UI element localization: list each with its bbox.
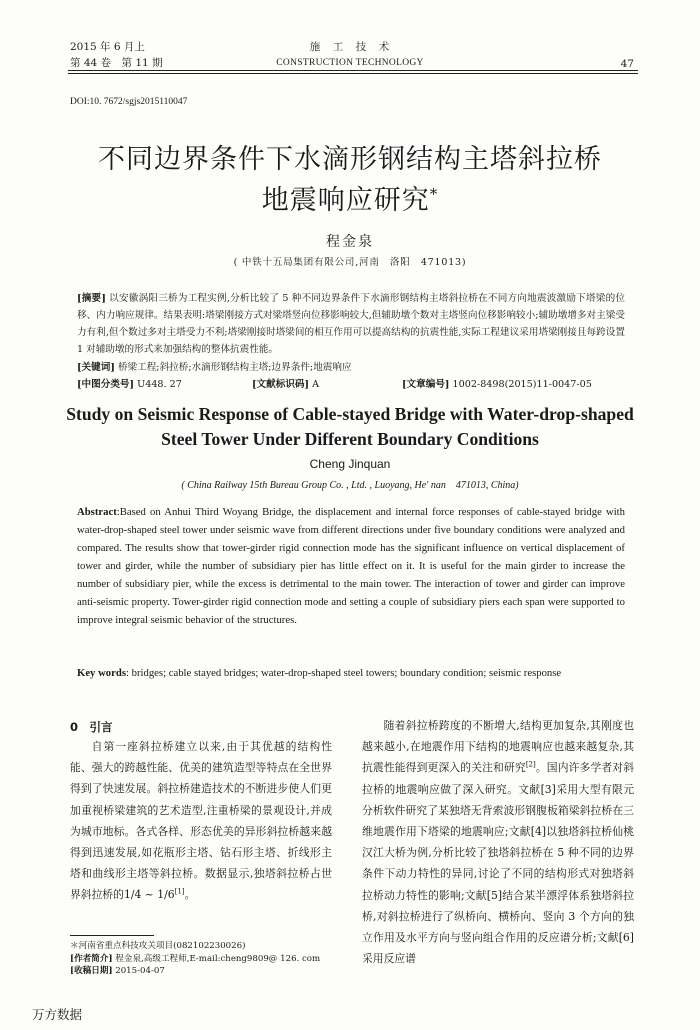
header-journal-cn: 施 工 技 术 <box>309 41 391 53</box>
header-rule-bottom <box>68 73 638 74</box>
footnote-author-text: 程金泉,高级工程师,E-mail:cheng9809@ 126. com <box>115 953 321 964</box>
abstract-cn <box>77 290 625 358</box>
article-number-label: [文章编号] <box>402 379 450 390</box>
title-footnote-mark: * <box>429 185 439 203</box>
section-heading-introduction: 0 引言 <box>70 720 113 734</box>
abstract-cn-label: [摘要] <box>77 293 106 304</box>
citation-1: [1] <box>174 887 185 896</box>
title-cn-line2: 地震响应研究 <box>261 185 430 216</box>
header-date: 2015 年 6 月上 <box>70 41 145 53</box>
header-rule-top <box>68 70 638 71</box>
title-en-line1: Study on Seismic Response of Cable-stayed Bridge with Water-drop-shaped <box>66 404 634 424</box>
clc-value: U448. 27 <box>137 379 182 390</box>
abstract-en-label: Abstract <box>77 506 117 518</box>
keywords-en-text: : bridges; cable stayed bridges; water-drop-shaped steel towers; boundary condition; seismic response <box>125 667 562 679</box>
classification-article <box>402 376 592 393</box>
author-cn: 程金泉 <box>326 234 374 250</box>
keywords-en <box>77 664 625 682</box>
footnote-received-date: 2015-04-07 <box>115 966 165 976</box>
footnote-received <box>70 965 370 978</box>
title-cn-line1: 不同边界条件下水滴形钢结构主塔斜拉桥 <box>98 144 602 175</box>
intro-paragraph-end: 。 <box>184 888 196 902</box>
keywords-cn-text: 桥梁工程;斜拉桥;水滴形钢结构主塔;边界条件;地震响应 <box>117 362 352 373</box>
title-cn-line2-wrap <box>0 178 700 217</box>
header-page-number: 47 <box>620 58 634 70</box>
footnote-author <box>70 953 370 966</box>
clc-label: [中图分类号] <box>77 379 135 390</box>
author-en: Cheng Jinquan <box>309 457 391 471</box>
watermark: 万方数据 <box>32 1007 83 1022</box>
classification-clc <box>77 376 182 393</box>
right-column-text-1: 随着斜拉桥跨度的不断增大,结构更加复杂,其刚度也越来越小,在地震作用下结构的地震响应也越来越复杂,其抗震性能得到更深入的关注和研究 <box>362 719 634 775</box>
footnote-author-label: [作者简介] <box>70 953 113 964</box>
affiliation-en: ( China Railway 15th Bureau Group Co. , Ltd. , Luoyang, He' nan 471013, China) <box>181 480 519 491</box>
classification-doc <box>252 376 319 393</box>
affiliation-cn: ( 中铁十五局集团有限公司,河南 洛阳 471013) <box>233 257 467 268</box>
abstract-en <box>77 503 625 629</box>
header-journal-en: CONSTRUCTION TECHNOLOGY <box>276 58 424 68</box>
keywords-en-label: Key words <box>77 667 126 679</box>
keywords-cn-label: [关键词] <box>77 362 115 373</box>
header-volume: 第 44 卷 第 11 期 <box>70 57 163 69</box>
keywords-cn <box>77 359 625 376</box>
doc-code-value: A <box>312 379 320 390</box>
intro-paragraph-text: 自第一座斜拉桥建立以来,由于其优越的结构性能、强大的跨越性能、优美的建筑造型等特点在全世界得到了快速发展。斜拉桥建造技术的不断进步使人们更加重视桥梁建筑的艺术造型,注重桥梁的景观设计,并成为城市地标。各式各样、形态优美的异形斜拉桥越来越得到迅速发展,如花瓶形主塔、钻石形主塔、折线形主塔和曲线形主塔等斜拉桥。数据显示,独塔斜拉桥占世界斜拉桥的1/4 ~ 1/6 <box>70 740 332 902</box>
abstract-cn-text: 以安徽涡阳三桥为工程实例,分析比较了 5 种不同边界条件下水滴形钢结构主塔斜拉桥在不同方向地震波激励下塔梁的位移、内力响应规律。结果表明:塔梁刚接方式对梁塔竖向位移影响较大,但辅助墩个数对主塔竖向位移影响较小;辅助墩增多对主梁受力有利,但个数过多对主塔受力不利;塔梁刚接时塔梁间的相互作用可以提高结构的抗震性能,实际工程建议采用塔梁刚接且每跨设置 1 对辅助墩的形式来加强结构的整体抗震性能。 <box>77 293 625 355</box>
title-en-line2: Steel Tower Under Different Boundary Conditions <box>161 429 539 449</box>
footnote-received-label: [收稿日期] <box>70 966 113 976</box>
right-column-paragraph <box>362 715 634 969</box>
intro-paragraph <box>70 736 332 906</box>
doi: DOI:10. 7672/sgjs2015110047 <box>70 97 188 107</box>
citation-2: [2] <box>525 760 536 769</box>
right-column-text-2: 。国内许多学者对斜拉桥的地震响应做了深入研究。文献[3]采用大型有限元分析软件研究了某独塔无背索波形钢腹板箱梁斜拉桥在三维地震作用下塔梁的地震响应;文献[4]以独塔斜拉桥仙桃汉江大桥为例,分析比较了独塔斜拉桥在 5 种不同的边界条件下动力特性的异同,讨论了不同的结构形式对独塔斜拉桥动力特性的影响;文献[5]结合某半漂浮体系独塔斜拉桥,对斜拉桥进行了纵桥向、横桥向、竖向 3 个方向的独立作用及水平方向与竖向组合作用的反应谱分析;文献[6]采用反应谱 <box>362 761 635 966</box>
doc-code-label: [文献标识码] <box>252 379 310 390</box>
footnote-rule <box>70 935 154 936</box>
article-number-value: 1002-8498(2015)11-0047-05 <box>452 379 592 390</box>
abstract-en-text: :Based on Anhui Third Woyang Bridge, the displacement and internal force responses of cable-stayed bridge with water-drop-shaped steel tower under seismic wave from different directions under five boundary conditions were analyzed and compared. The results show that tower-girder rigid connection mode has the significant influence on vertical displacement of tower and girder, while the number of subsidiary pier has little effect on it. It is useful for the main girder to increase the number of subsidiary pier, while the excess is detrimental to the main tower. The interaction of tower and girder can improve anti-seismic property. Tower-girder rigid connection mode and setting a couple of subsidiary piers each span were supported to improve integral seismic behavior of the structures. <box>77 506 625 626</box>
footnote-funding: ＊河南省重点科技攻关项目(082102230026) <box>70 941 246 951</box>
